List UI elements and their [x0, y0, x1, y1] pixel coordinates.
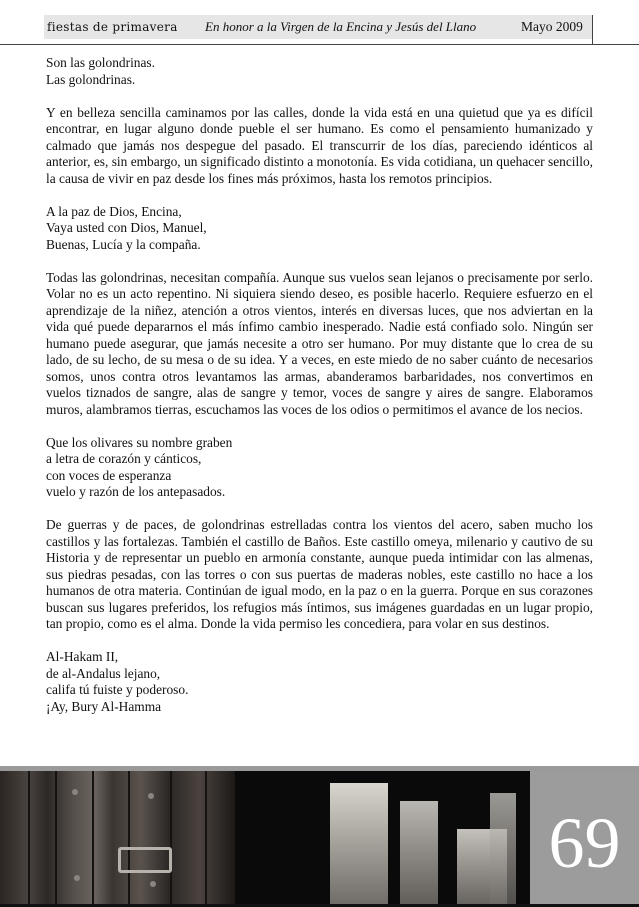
- issue-date: Mayo 2009: [521, 19, 583, 34]
- verse-al-hakam: [46, 649, 593, 715]
- verse-line: Son las golondrinas.: [46, 55, 155, 70]
- verse-line: califa tú fuiste y poderoso.: [46, 682, 189, 697]
- verse-line: vuelo y razón de los antepasados.: [46, 484, 226, 499]
- verse-line: Al-Hakam II,: [46, 649, 119, 664]
- verse-intro: [46, 55, 593, 88]
- verse-olivares: [46, 435, 593, 501]
- verse-line: a letra de corazón y cánticos,: [46, 451, 202, 466]
- verse-greeting: [46, 204, 593, 254]
- article-body: [46, 55, 593, 732]
- verse-line: Que los olivares su nombre graben: [46, 434, 233, 450]
- paragraph: Y en belleza sencilla caminamos por las calles, donde la vida está en una quietud que ya es difícil encontrar, en lugar alguno donde pueble el ser humano. Es como el pensamiento humanizado y calmado que jamás nos despegue del pasado. El transcurrir de los días, pareciendo idénticos al anterior, es, sin embargo, un significado distinto a monotonía. Es vida cotidiana, un quehacer sencillo, la causa de vivir en paz desde los fines más próximos, hasta los remotos principios.: [46, 104, 593, 186]
- header-subtitle: En honor a la Virgen de la Encina y Jesús del Llano: [205, 19, 477, 34]
- footer-photo-strip: [0, 766, 639, 907]
- header-rule-corner: [592, 15, 639, 44]
- header-rule: [0, 44, 639, 45]
- door-latch: [118, 847, 172, 873]
- verse-line: Buenas, Lucía y la compaña.: [46, 236, 201, 252]
- paragraph: De guerras y de paces, de golondrinas estrelladas contra los vientos del acero, saben mucho los castillos y las fortalezas. También el castillo de Baños. Este castillo omeya, milenario y cautivo de su Historia y de representar un pueblo en armonía constante, aunque pueda intimidar con las almenas, sus piedras pesadas, con las torres o con sus puertas de maderas nobles, este castillo no hace a los humanos de otra materia. Continúan de igual modo, en la paz o en la guerra. Porque en sus corazones buscan sus lugares preferidos, los refugios más íntimos, sus imágenes guardadas en un lugar propio, tan propio, como es el alma. Donde la vida permiso les concediera, para volar en sus destinos.: [46, 517, 593, 631]
- verse-line: Las golondrinas.: [46, 71, 136, 87]
- page-number: 69: [548, 803, 621, 883]
- verse-line: de al-Andalus lejano,: [46, 665, 161, 681]
- verse-line: Vaya usted con Dios, Manuel,: [46, 220, 207, 235]
- page-number-box: [530, 771, 639, 907]
- verse-line: con voces de esperanza: [46, 467, 172, 483]
- verse-line: ¡Ay, Bury Al-Hamma: [46, 698, 162, 714]
- verse-line: A la paz de Dios, Encina,: [46, 203, 182, 219]
- paragraph: Todas las golondrinas, necesitan compañía. Aunque sus vuelos sean lejanos o precisamente por serlo. Volar no es un acto repentino. Ni siquiera siendo deseo, es posible hacerlo. Requiere esfuerzo en el aprendizaje de la niñez, atención a otros vientos, interés en diversas luces, que nos adviertan en la vida qué puede depararnos el más ínfimo cambio inesperado. Nadie está confiado solo. Ningún ser humano puede asegurar, que jamás necesite a otro ser humano. Por muy distante que lo crea de su lado, de su lecho, de su mesa o de su idea. Y a veces, en este miedo de no saber cuánto de necesarios somos, unos contra otros levantamos las armas, abanderamos barbaridades, nos convertimos en vuelos tiznados de sangre, alas de sangre y temor, voces de sangre y aires de sangre. Elaboramos muros, alambramos tierras, escuchamos las voces de los odios o permitimos el avance de los necios.: [46, 269, 593, 417]
- page-header: [44, 15, 592, 39]
- wooden-door-photo: [0, 771, 235, 907]
- magazine-title: fiestas de primavera: [47, 20, 178, 34]
- castle-night-photo: [235, 771, 530, 907]
